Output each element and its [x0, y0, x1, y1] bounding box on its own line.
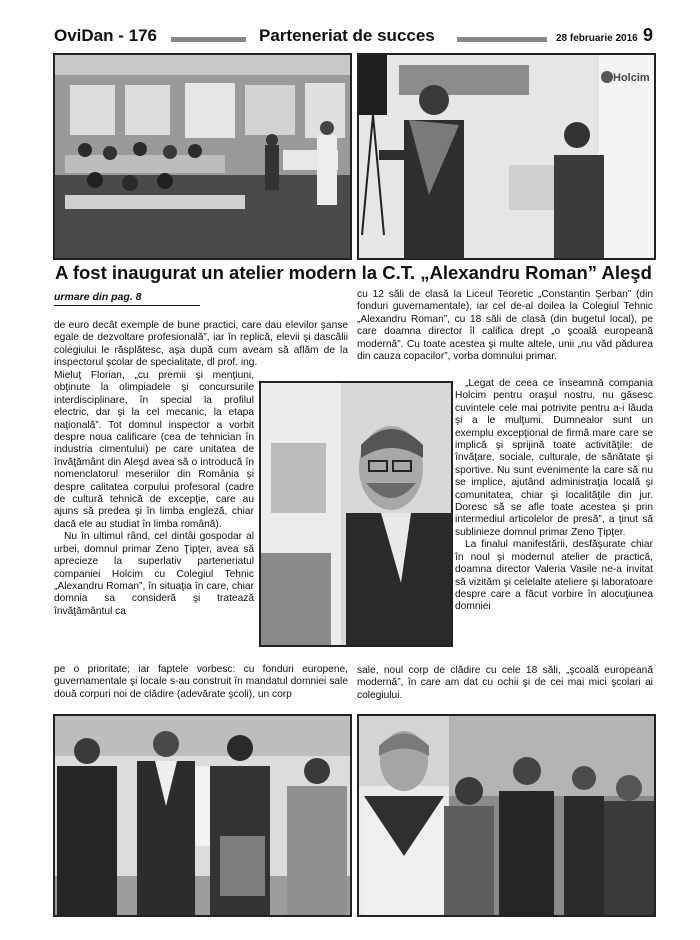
- publication-title: OviDan - 176: [54, 26, 157, 45]
- portrait-photo: [259, 381, 453, 647]
- holcim-logo-text: Holcim: [613, 72, 650, 84]
- header-rule-left: [171, 37, 246, 42]
- article-headline: A fost inaugurat un atelier modern la C.T. „Alexandru Roman” Aleşd: [55, 262, 652, 283]
- continuation-note: urmare din pag. 8: [54, 291, 142, 303]
- issue-date: 28 februarie 2016: [556, 33, 638, 44]
- column2-wrap: „Legat de ceea ce înseamnă compania Holcim pentru oraşul nostru, nu găsesc cuvintele cele mai potrivite pentru a-i lăuda şi a le mulţumi. Dumnealor sunt un exemplu excepţional de firmă mare care se implică şi sprijină toate activităţile: de învăţare, sociale, culturale, de sănătate şi sportive. Nu sunt evenimente la care să nu se implice, ajutând administraţia locală şi comunitatea, chiar şi localităţile din jur. Doresc să se afle toate acestea şi prin intermediul articolelor de presă”, a ţinut să sublinieze domnul primar Zeno Ţipţer. La finalul manifestării, desfăşurate chiar în noul şi modernul atelier de practică, doamna director Valeria Vasile ne-a invitat să vizităm şi celelalte ateliere şi laboratoare despre care a făcut vorbire în alocuţiunea domniei: [455, 378, 653, 613]
- header-rule-right: [457, 37, 547, 42]
- continuation-underline: [54, 305, 200, 306]
- column2-bottom: sale, noul corp de clădire cu cele 18 săli, „şcoală europeană modernă”, în care am dat cu ochii şi de cei mai mici şcolari ai colegiului.: [357, 665, 653, 701]
- section-title: Parteneriat de succes: [259, 26, 435, 45]
- page-number: 9: [643, 25, 654, 45]
- classroom-photo: [53, 53, 352, 260]
- column1-top: de euro decât exemple de bune practici, care dau elevilor şanse egale de dezvoltare profesională”, iar în replică, elevii şi dascălii colegiului le răsplătesc, aşa după cum aveam să aflăm de la inspectorul şcolar de specialitate, dl prof. ing.: [54, 320, 348, 369]
- column1-wrap: Mieluţ Florian, „cu premii şi menţiuni, obţinute la olimpiadele şi concursurile interdisciplinare, în special la profilul electric, dar şi la cel mecanic, la etapa naţională”. Tot domnul inspector a vorbit despre noua calificare (cea de tehnician în industria cimentului) pe care unitatea de învăţământ din Aleşd avea să o introducă în nomenclatorul meseriilor din România şi despre calitatea corpului profesoral (cadre de cultură tehnică de excepţie, care au ajuns să predea şi în limba engleză, chiar dacă ele au studiat în limba română). Nu în ultimul rând, cel dintâi gospodar al urbei, domnul primar Zeno Ţipţer, avea să aprecieze la superlativ parteneriatul companiei Holcim cu Colegiul Tehnic „Alexandru Roman”, în situaţia în care, chiar domnia sa consideră şi tratează învăţământul ca: [54, 370, 254, 617]
- group-photo: [53, 714, 352, 917]
- column2-top: cu 12 săli de clasă la Liceul Teoretic „Constantin Şerban” (din fonduri guvernamentale), iar cel de-al doilea la Colegiul Tehnic „Alexandru Roman”, cu 18 săli de clasă (din bugetul local), pe care doamna director îl califica drept „o şcoală europeană modernă”. Cu toate acestea şi multe altele, unii „nu văd pădurea din cauza copacilor”, vorba domnului primar.: [357, 289, 653, 363]
- visitors-photo: [357, 714, 656, 917]
- speech-photo: [357, 53, 656, 260]
- column1-bottom: pe o prioritate; iar faptele vorbesc: cu fonduri europene, guvernamentale şi locale s-au construit în mandatul domniei sale două corpuri noi de clădire (adevărate şcoli), un corp: [54, 664, 348, 700]
